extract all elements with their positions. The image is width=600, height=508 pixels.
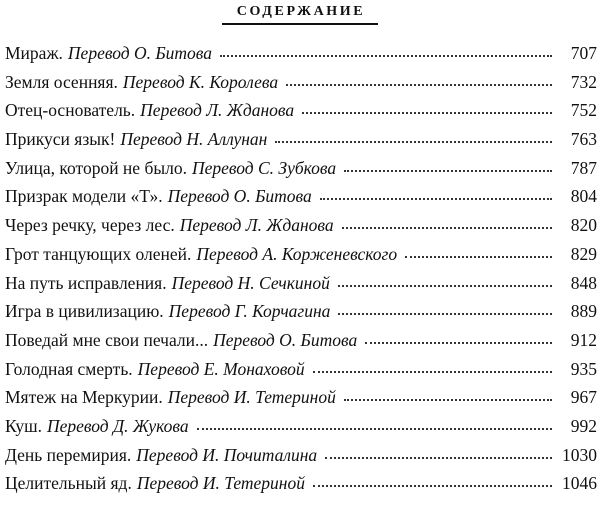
- entry-title: Куш.: [5, 415, 42, 436]
- toc-entry[interactable]: [5, 385, 597, 414]
- entry-translator: Перевод Л. Жданова: [179, 215, 334, 236]
- toc-entry[interactable]: [5, 414, 597, 443]
- dot-leader: [344, 398, 552, 401]
- entry-title: День перемирия.: [5, 444, 132, 465]
- dot-leader: [286, 83, 552, 86]
- toc-entry[interactable]: [5, 299, 597, 328]
- entry-page-number: 752: [570, 100, 597, 121]
- dot-leader: [365, 341, 552, 344]
- toc-entry[interactable]: [5, 357, 597, 386]
- dot-leader: [197, 427, 552, 430]
- dot-leader: [325, 456, 552, 459]
- entry-translator: Перевод С. Зубкова: [191, 157, 337, 178]
- entry-translator: Перевод Е. Монаховой: [137, 358, 305, 379]
- toc-entry[interactable]: [5, 213, 597, 242]
- entry-title: Мираж.: [5, 43, 63, 63]
- entry-translator: Перевод Н. Сечкиной: [171, 272, 330, 293]
- toc-entry[interactable]: [5, 184, 597, 213]
- entry-title: На путь исправления.: [5, 272, 167, 293]
- dot-leader: [220, 54, 552, 57]
- contents-heading: СОДЕРЖАНИЕ: [236, 4, 366, 19]
- entry-page-number: 1030: [562, 444, 597, 465]
- entry-page-number: 820: [570, 215, 597, 236]
- contents-header-wrap: [226, 2, 376, 21]
- entry-page-number: 935: [570, 358, 597, 379]
- toc-entry[interactable]: [5, 156, 597, 185]
- dot-leader: [344, 169, 552, 172]
- entry-page-number: 804: [570, 186, 597, 207]
- entry-translator: Перевод О. Битова: [167, 186, 312, 207]
- entry-page-number: 1046: [562, 473, 597, 494]
- entry-translator: Перевод О. Битова: [67, 43, 213, 63]
- toc-entry[interactable]: [5, 98, 597, 127]
- entry-page-number: 992: [570, 415, 597, 436]
- entry-title: Игра в цивилизацию.: [5, 301, 164, 322]
- entry-page-number: 732: [570, 71, 597, 92]
- entry-translator: Перевод Н. Аллунан: [120, 129, 268, 150]
- entry-translator: Перевод Г. Корчагина: [168, 301, 331, 322]
- toc-entry[interactable]: [5, 271, 597, 300]
- entry-title: Мятеж на Меркурии.: [5, 387, 163, 408]
- toc-entry[interactable]: [5, 471, 597, 500]
- toc-list: [5, 41, 597, 500]
- entry-translator: Перевод А. Корженевского: [196, 243, 398, 264]
- dot-leader: [338, 312, 552, 315]
- dot-leader: [342, 226, 552, 229]
- entry-page-number: 829: [570, 243, 597, 264]
- dot-leader: [313, 370, 552, 373]
- toc-entry[interactable]: [5, 70, 597, 99]
- entry-translator: Перевод О. Битова: [213, 329, 358, 350]
- entry-page-number: 763: [570, 129, 597, 150]
- entry-page-number: 707: [570, 43, 597, 63]
- entry-title: Улица, которой не было.: [5, 157, 187, 178]
- entry-translator: Перевод Д. Жукова: [46, 415, 189, 436]
- entry-title: Грот танцующих оленей.: [5, 243, 192, 264]
- entry-translator: Перевод И. Тетериной: [136, 473, 305, 494]
- entry-page-number: 912: [570, 329, 597, 350]
- entry-translator: Перевод Л. Жданова: [140, 100, 295, 121]
- entry-title: Поведай мне свои печали...: [5, 329, 209, 350]
- entry-page-number: 787: [570, 157, 597, 178]
- dot-leader: [320, 197, 552, 200]
- entry-translator: Перевод И. Тетериной: [167, 387, 336, 408]
- entry-page-number: 848: [570, 272, 597, 293]
- entry-title: Отец-основатель.: [5, 100, 136, 121]
- dot-leader: [275, 140, 552, 143]
- entry-title: Прикуси язык!: [5, 129, 116, 150]
- entry-title: Земля осенняя.: [5, 71, 118, 92]
- header-rule: [222, 23, 378, 25]
- dot-leader: [313, 484, 552, 487]
- toc-entry[interactable]: [5, 127, 597, 156]
- entry-title: Голодная смерть.: [5, 358, 133, 379]
- toc-entry[interactable]: [5, 41, 597, 70]
- entry-translator: Перевод И. Почиталина: [136, 444, 318, 465]
- entry-page-number: 889: [570, 301, 597, 322]
- entry-page-number: 967: [570, 387, 597, 408]
- entry-translator: Перевод К. Королева: [122, 71, 279, 92]
- entry-title: Целительный яд.: [5, 473, 132, 494]
- toc-entry[interactable]: [5, 443, 597, 472]
- toc-entry[interactable]: [5, 328, 597, 357]
- entry-title: Призрак модели «Т».: [5, 186, 163, 207]
- dot-leader: [302, 111, 552, 114]
- toc-entry[interactable]: [5, 242, 597, 271]
- entry-title: Через речку, через лес.: [5, 215, 175, 236]
- dot-leader: [405, 255, 552, 258]
- dot-leader: [338, 284, 552, 287]
